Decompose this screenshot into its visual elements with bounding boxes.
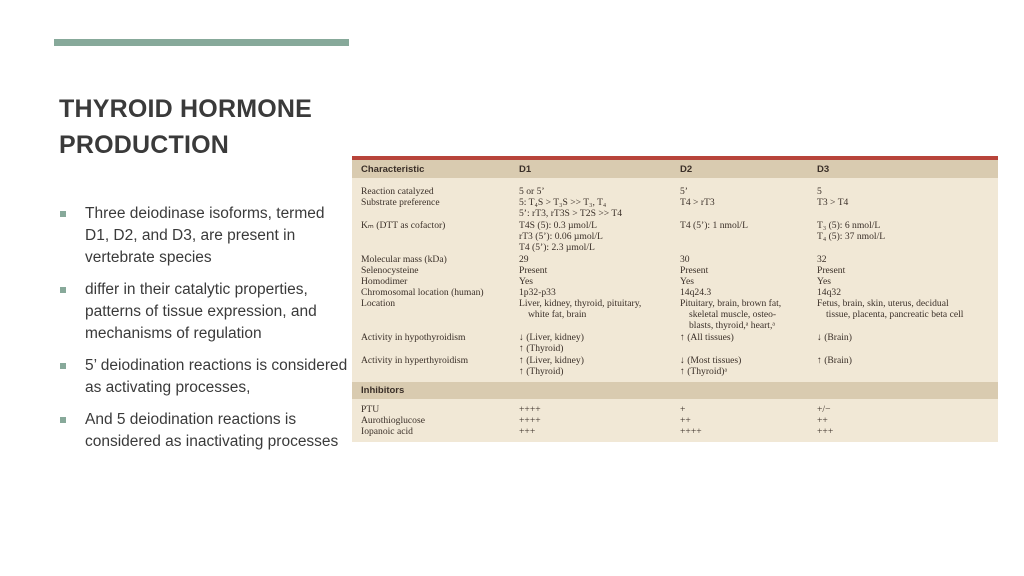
table-cell: +/− xyxy=(817,404,831,415)
table-cell: +++ xyxy=(519,426,536,437)
bullet-text: 5’ deiodination reactions is considered as activating processes, xyxy=(85,357,348,396)
table-cell: 5’ xyxy=(680,186,688,197)
table-cell: T₃ (5): 6 nmol/L xyxy=(817,220,881,231)
table-cell: ++++ xyxy=(680,426,702,437)
table-header-row xyxy=(352,160,998,178)
table-cell: ++ xyxy=(680,415,691,426)
table-cell: blasts, thyroid,ᵃ heart,ᵃ xyxy=(689,320,775,331)
slide-title xyxy=(59,91,359,163)
header-characteristic: Characteristic xyxy=(361,164,425,175)
table-cell: rT3 (5’): 0.06 µmol/L xyxy=(519,231,603,242)
table-cell: ↓ (Liver, kidney) xyxy=(519,332,584,343)
table-cell: Activity in hypothyroidism xyxy=(361,332,466,343)
table-cell: +++ xyxy=(817,426,834,437)
square-bullet-icon xyxy=(60,211,66,217)
table-cell: ↑ (Thyroid) xyxy=(519,366,564,377)
table-cell: Molecular mass (kDa) xyxy=(361,254,447,265)
table-cell: 32 xyxy=(817,254,827,265)
table-cell: T₄ (5): 37 nmol/L xyxy=(817,231,886,242)
bullet-item xyxy=(58,355,348,399)
deiodinase-table xyxy=(352,156,998,442)
table-cell: Present xyxy=(817,265,846,276)
table-cell: 5’: rT3, rT3S > T2S >> T4 xyxy=(519,208,623,219)
bullet-item xyxy=(58,203,348,269)
slide-title-line-1: THYROID HORMONE xyxy=(59,95,312,123)
table-cell: 5: T₄S > T₃S >> T₃, T₄ xyxy=(519,197,607,208)
table-cell: T4 > rT3 xyxy=(680,197,715,208)
table-cell: white fat, brain xyxy=(528,309,587,320)
bullet-text: differ in their catalytic properties, patterns of tissue expression, and mechanisms of regulation xyxy=(85,281,317,342)
bullet-list xyxy=(58,203,348,463)
table-cell: 5 or 5’ xyxy=(519,186,545,197)
table-cell: Kₘ (DTT as cofactor) xyxy=(361,220,446,231)
table-cell: Yes xyxy=(519,276,533,287)
header-d1: D1 xyxy=(519,164,532,175)
table-cell: 5 xyxy=(817,186,822,197)
slide-title-line-2: PRODUCTION xyxy=(59,131,230,159)
bullet-text: Three deiodinase isoforms, termed D1, D2, and D3, are present in vertebrate species xyxy=(85,205,325,266)
table-cell: Present xyxy=(680,265,709,276)
table-cell: Yes xyxy=(817,276,831,287)
table-cell: ↑ (Thyroid)ᵃ xyxy=(680,366,728,377)
header-d2: D2 xyxy=(680,164,693,175)
table-cell: ↓ (Most tissues) xyxy=(680,355,742,366)
table-cell: Location xyxy=(361,298,396,309)
table-cell: T4 (5’): 1 nmol/L xyxy=(680,220,748,231)
table-cell: skeletal muscle, osteo- xyxy=(689,309,777,320)
table-cell: ++++ xyxy=(519,404,541,415)
table-cell: ↓ (Brain) xyxy=(817,332,852,343)
table-cell: Yes xyxy=(680,276,694,287)
table-cell: tissue, placenta, pancreatic beta cell xyxy=(826,309,964,320)
table-cell: Substrate preference xyxy=(361,197,440,208)
square-bullet-icon xyxy=(60,417,66,423)
table-cell: T4 (5’): 2.3 µmol/L xyxy=(519,242,595,253)
table-cell: 29 xyxy=(519,254,529,265)
square-bullet-icon xyxy=(60,363,66,369)
table-cell: 14q32 xyxy=(817,287,841,298)
table-cell: + xyxy=(680,404,686,415)
inhibitors-header xyxy=(352,382,998,399)
accent-bar xyxy=(54,39,349,46)
bullet-item xyxy=(58,409,348,453)
bullet-item xyxy=(58,279,348,345)
square-bullet-icon xyxy=(60,287,66,293)
table-cell: 30 xyxy=(680,254,690,265)
inhibitors-label: Inhibitors xyxy=(361,385,405,396)
table-cell: Homodimer xyxy=(361,276,408,287)
table-cell: ++ xyxy=(817,415,828,426)
table-cell: Iopanoic acid xyxy=(361,426,413,437)
table-cell: Selenocysteine xyxy=(361,265,419,276)
table-cell: ↑ (Brain) xyxy=(817,355,852,366)
table-cell: ++++ xyxy=(519,415,541,426)
header-d3: D3 xyxy=(817,164,830,175)
table-cell: Activity in hyperthyroidism xyxy=(361,355,469,366)
table-cell: PTU xyxy=(361,404,380,415)
table-cell: ↑ (Thyroid) xyxy=(519,343,564,354)
table-cell: Pituitary, brain, brown fat, xyxy=(680,298,782,309)
table-cell: Fetus, brain, skin, uterus, decidual xyxy=(817,298,949,309)
table-cell: Liver, kidney, thyroid, pituitary, xyxy=(519,298,642,309)
table-cell: Chromosomal location (human) xyxy=(361,287,484,298)
table-cell: 1p32-p33 xyxy=(519,287,556,298)
table-cell: Reaction catalyzed xyxy=(361,186,434,197)
bullet-text: And 5 deiodination reactions is considered as inactivating processes xyxy=(85,411,339,450)
table-cell: Present xyxy=(519,265,548,276)
table-cell: T4S (5): 0.3 µmol/L xyxy=(519,220,598,231)
table-cell: ↑ (All tissues) xyxy=(680,332,734,343)
table-cell: Aurothioglucose xyxy=(361,415,425,426)
table-cell: 14q24.3 xyxy=(680,287,712,298)
table-cell: T3 > T4 xyxy=(817,197,849,208)
table-cell: ↑ (Liver, kidney) xyxy=(519,355,584,366)
